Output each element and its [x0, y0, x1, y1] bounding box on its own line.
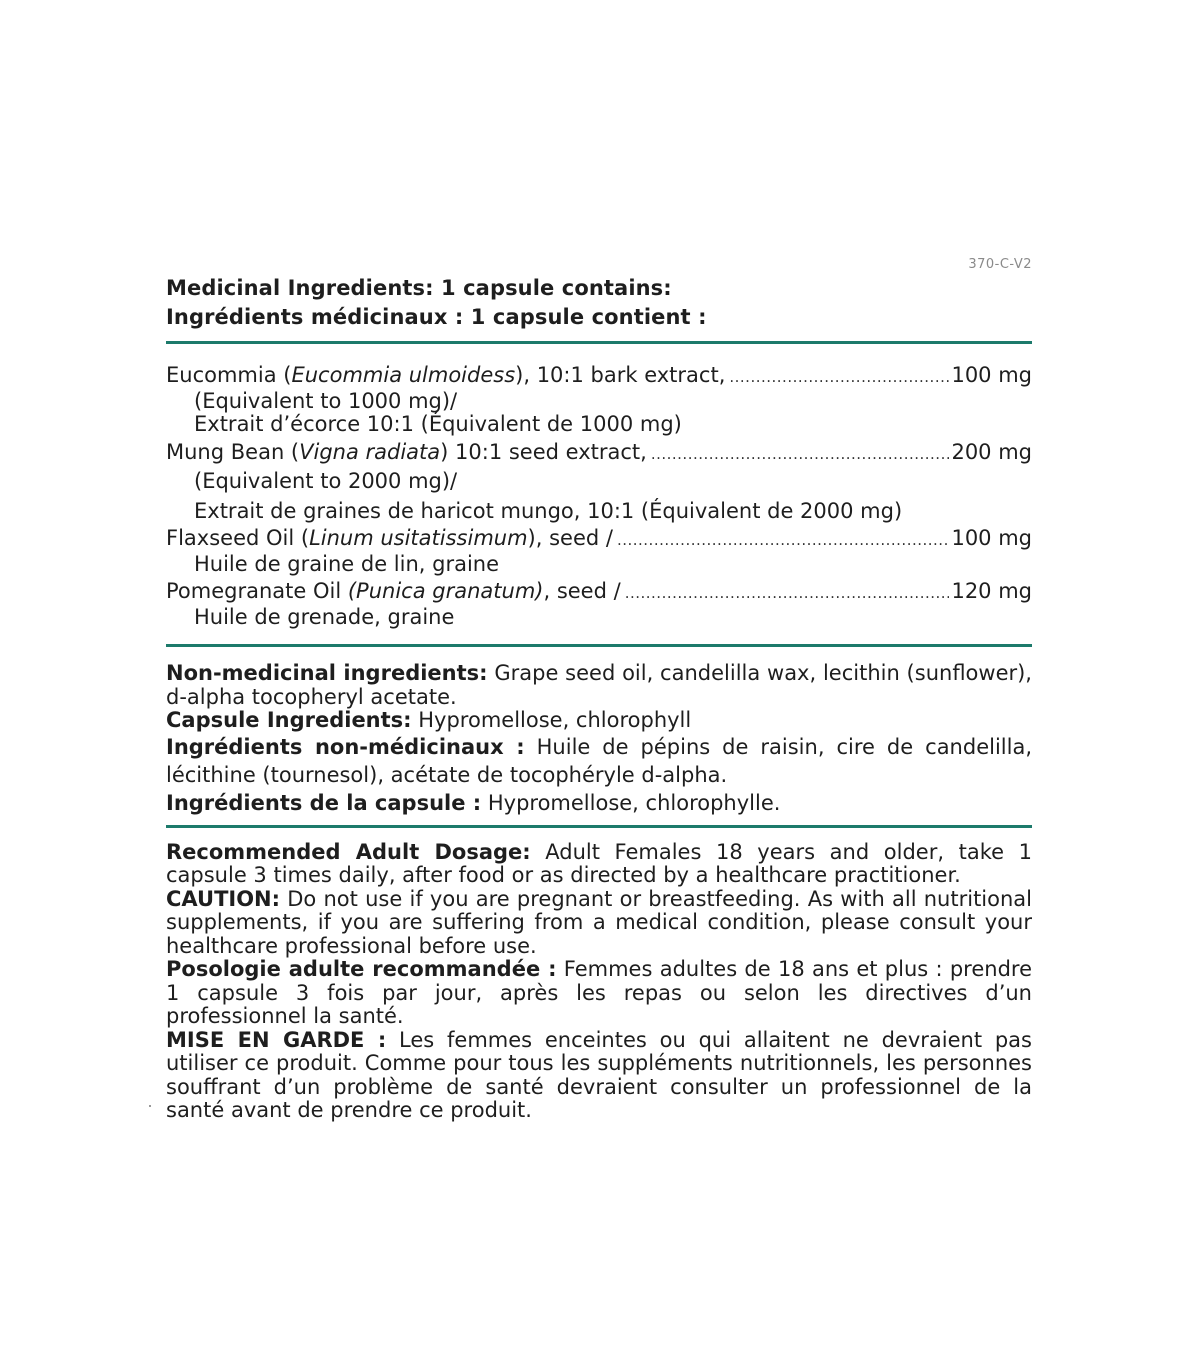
ingredient-amount: 120 mg: [951, 579, 1032, 603]
dot-leader: [625, 582, 950, 606]
non-medicinal-french: Ingrédients non-médicinaux : Huile de pépins de raisin, cire de candelilla, lécithine (tournesol), acétate de tocophéryle d-alpha.: [166, 734, 1033, 787]
ingredient-item: [166, 580, 1032, 629]
ingredient-item: [166, 441, 1032, 524]
ingredient-name: Eucommia (Eucommia ulmoidess), 10:1 bark extract,: [166, 363, 726, 387]
divider-rule: [166, 825, 1032, 828]
ingredient-amount: 100 mg: [951, 363, 1032, 387]
dosage-section: [166, 841, 1032, 1123]
ingredient-row: [166, 527, 1032, 553]
ingredient-detail: Extrait d’écorce 10:1 (Équivalent de 1000 mg): [194, 412, 682, 436]
ingredient-row: [166, 364, 1032, 390]
latin-name: (Punica granatum): [347, 579, 544, 603]
caution-french: MISE EN GARDE : Les femmes enceintes ou qui allaitent ne devraient pas utiliser ce produit. Comme pour tous les suppléments nutritionnels, les personnes souffrant d’un problème de santé devraient consulter un professionnel de la santé avant de prendre ce produit.: [166, 1027, 1032, 1122]
ingredient-detail: (Equivalent to 1000 mg)/: [194, 388, 458, 413]
dot-leader: [617, 529, 950, 553]
non-medicinal-english: Non-medicinal ingredients: Grape seed oil, candelilla wax, lecithin (sunflower), d-alpha tocopheryl acetate.: [166, 661, 1032, 709]
non-medicinal-section: [166, 662, 1032, 817]
ingredient-amount: 200 mg: [951, 439, 1032, 464]
capsule-ingredients-english: Capsule Ingredients: Hypromellose, chlorophyll: [166, 708, 692, 732]
header-english: Medicinal Ingredients: 1 capsule contains:: [166, 276, 672, 300]
divider-rule: [166, 341, 1032, 344]
capsule-ingredients-french: Ingrédients de la capsule : Hypromellose, chlorophylle.: [166, 790, 781, 815]
caution-english: CAUTION: Do not use if you are pregnant or breastfeeding. As with all nutritional supplements, if you are suffering from a medical condition, please consult your healthcare professional before use.: [166, 886, 1032, 958]
medicinal-ingredients-header: [166, 258, 1032, 332]
ingredient-item: [166, 527, 1032, 576]
label-code: 370-C-V2: [968, 257, 1032, 272]
ingredient-name: Flaxseed Oil (Linum usitatissimum), seed /: [166, 526, 613, 550]
ingredient-detail: Extrait de graines de haricot mungo, 10:1 (Équivalent de 2000 mg): [194, 498, 903, 523]
ingredient-detail: (Equivalent to 2000 mg)/: [194, 469, 458, 493]
dot-leader: [651, 443, 950, 467]
ingredient-detail: Huile de graine de lin, graine: [194, 551, 500, 576]
ingredient-row: [166, 441, 1032, 467]
ingredient-name: Pomegranate Oil (Punica granatum), seed /: [166, 579, 621, 603]
ingredient-detail: Huile de grenade, graine: [194, 604, 455, 629]
dot-leader: [729, 366, 949, 390]
latin-name: Linum usitatissimum: [309, 526, 528, 550]
header-french: Ingrédients médicinaux : 1 capsule contient :: [166, 305, 707, 329]
latin-name: Eucommia ulmoidess: [291, 363, 516, 387]
dosage-french: Posologie adulte recommandée : Femmes adultes de 18 ans et plus : prendre 1 capsule 3 fois par jour, après les repas ou selon les directives d’un professionnel la santé.: [166, 957, 1033, 1028]
divider-rule: [166, 644, 1032, 647]
dosage-english: Recommended Adult Dosage: Adult Females 18 years and older, take 1 capsule 3 times daily, after food or as directed by a healthcare practitioner.: [166, 839, 1032, 887]
stray-mark: [149, 1105, 151, 1107]
ingredient-list: [166, 364, 1032, 629]
supplement-label-panel: [166, 258, 1032, 1123]
ingredient-item: [166, 364, 1032, 437]
ingredient-amount: 100 mg: [951, 526, 1032, 550]
ingredient-name: Mung Bean (Vigna radiata) 10:1 seed extract,: [166, 439, 647, 464]
latin-name: Vigna radiata: [299, 439, 441, 464]
ingredient-row: [166, 580, 1032, 606]
